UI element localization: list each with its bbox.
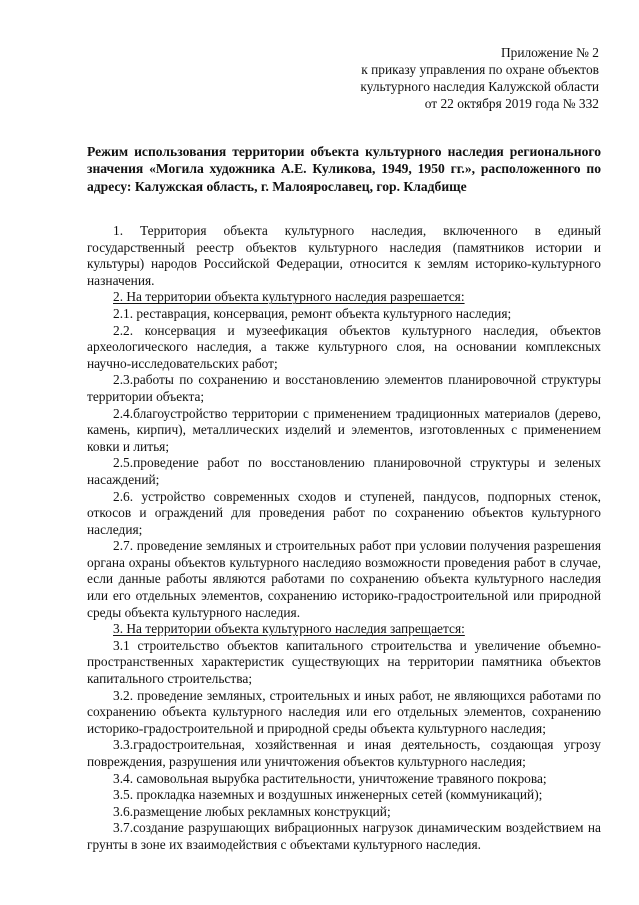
paragraph-3-1: 3.1 строительство объектов капитального строительства и увеличение объемно-пространственных характеристик существующих на территории памятника объектов капитального строительства; — [87, 637, 601, 687]
paragraph-3-4: 3.4. самовольная вырубка растительности, уничтожение травяного покрова; — [113, 770, 547, 786]
paragraph-1: 1. Территория объекта культурного наследия, включенного в единый государственный реестр объектов культурного наследия (памятников истории и культуры) народов Российской Федерации, относится к землям историко-культурного назначения. — [87, 223, 601, 288]
paragraph-2-3: 2.3.работы по сохранению и восстановлению элементов планировочной структуры территории объекта; — [87, 372, 601, 404]
section-3-heading: 3. На территории объекта культурного наследия запрещается: — [113, 621, 465, 637]
paragraph-3-2: 3.2. проведение земляных, строительных и иных работ, не являющихся работами по сохранению объекта культурного наследия или его отдельных элементов, сохранению историко-градостроительной и природной среды объекта культурного наследия; — [87, 687, 601, 736]
paragraph-3-7: 3.7.создание разрушающих вибрационных нагрузок динамическим воздействием на грунты в зоне их взаимодействия с объектами культурного наследия. — [87, 820, 601, 852]
paragraph-2-1: 2.1. реставрация, консервация, ремонт объекта культурного наследия; — [113, 305, 512, 321]
paragraph-2-4: 2.4.благоустройство территории с применением традиционных материалов (дерево, камень, кирпич), металлических изделий и элементов, изготовленных с применением ковки и литья; — [87, 405, 601, 454]
paragraph-3-6: 3.6.размещение любых рекламных конструкций; — [113, 803, 391, 819]
paragraph-3-5: 3.5. прокладка наземных и воздушных инженерных сетей (коммуникаций); — [113, 787, 543, 803]
paragraph-2-5: 2.5.проведение работ по восстановлению планировочной структуры и зеленых насаждений; — [87, 455, 601, 487]
appendix-header — [360, 44, 599, 112]
paragraph-2-6: 2.6. устройство современных сходов и ступеней, пандусов, подпорных стенок, откосов и ограждений для проведения работ по сохранению объектов культурного наследия; — [87, 488, 601, 537]
document-title: Режим использования территории объекта культурного наследия регионального значения «Могила художника А.Е. Куликова, 1949, 1950 гг.», расположенного по адресу: Калужская область, г. Малоярославец, гор. Кладбище — [87, 144, 601, 194]
appendix-line-2: к приказу управления по охране объектов — [361, 62, 599, 77]
document-body — [87, 223, 601, 854]
paragraph-2-2: 2.2. консервация и музеефикация объектов культурного наследия, объектов археологического наследия, а также культурного слоя, на основании комплексных научно-исследовательских работ; — [87, 322, 601, 371]
section-2-heading: 2. На территории объекта культурного наследия разрешается: — [113, 289, 465, 305]
paragraph-2-7: 2.7. проведение земляных и строительных работ при условии получения разрешения органа охраны объектов культурного наследияо возможности проведения работ в случае, если данные работы являются работами по сохранению объекта культурного наследия или его отдельных элементов, сохранению историко-градостроительной или природной среды объекта культурного наследия. — [87, 538, 601, 620]
paragraph-3-3: 3.3.градостроительная, хозяйственная и иная деятельность, создающая угрозу повреждения, разрушения или уничтожения объектов культурного наследия; — [87, 737, 601, 769]
appendix-line-3: культурного наследия Калужской области — [360, 79, 599, 94]
appendix-line-4: от 22 октября 2019 года № 332 — [424, 96, 599, 111]
appendix-line-1: Приложение № 2 — [500, 45, 599, 60]
